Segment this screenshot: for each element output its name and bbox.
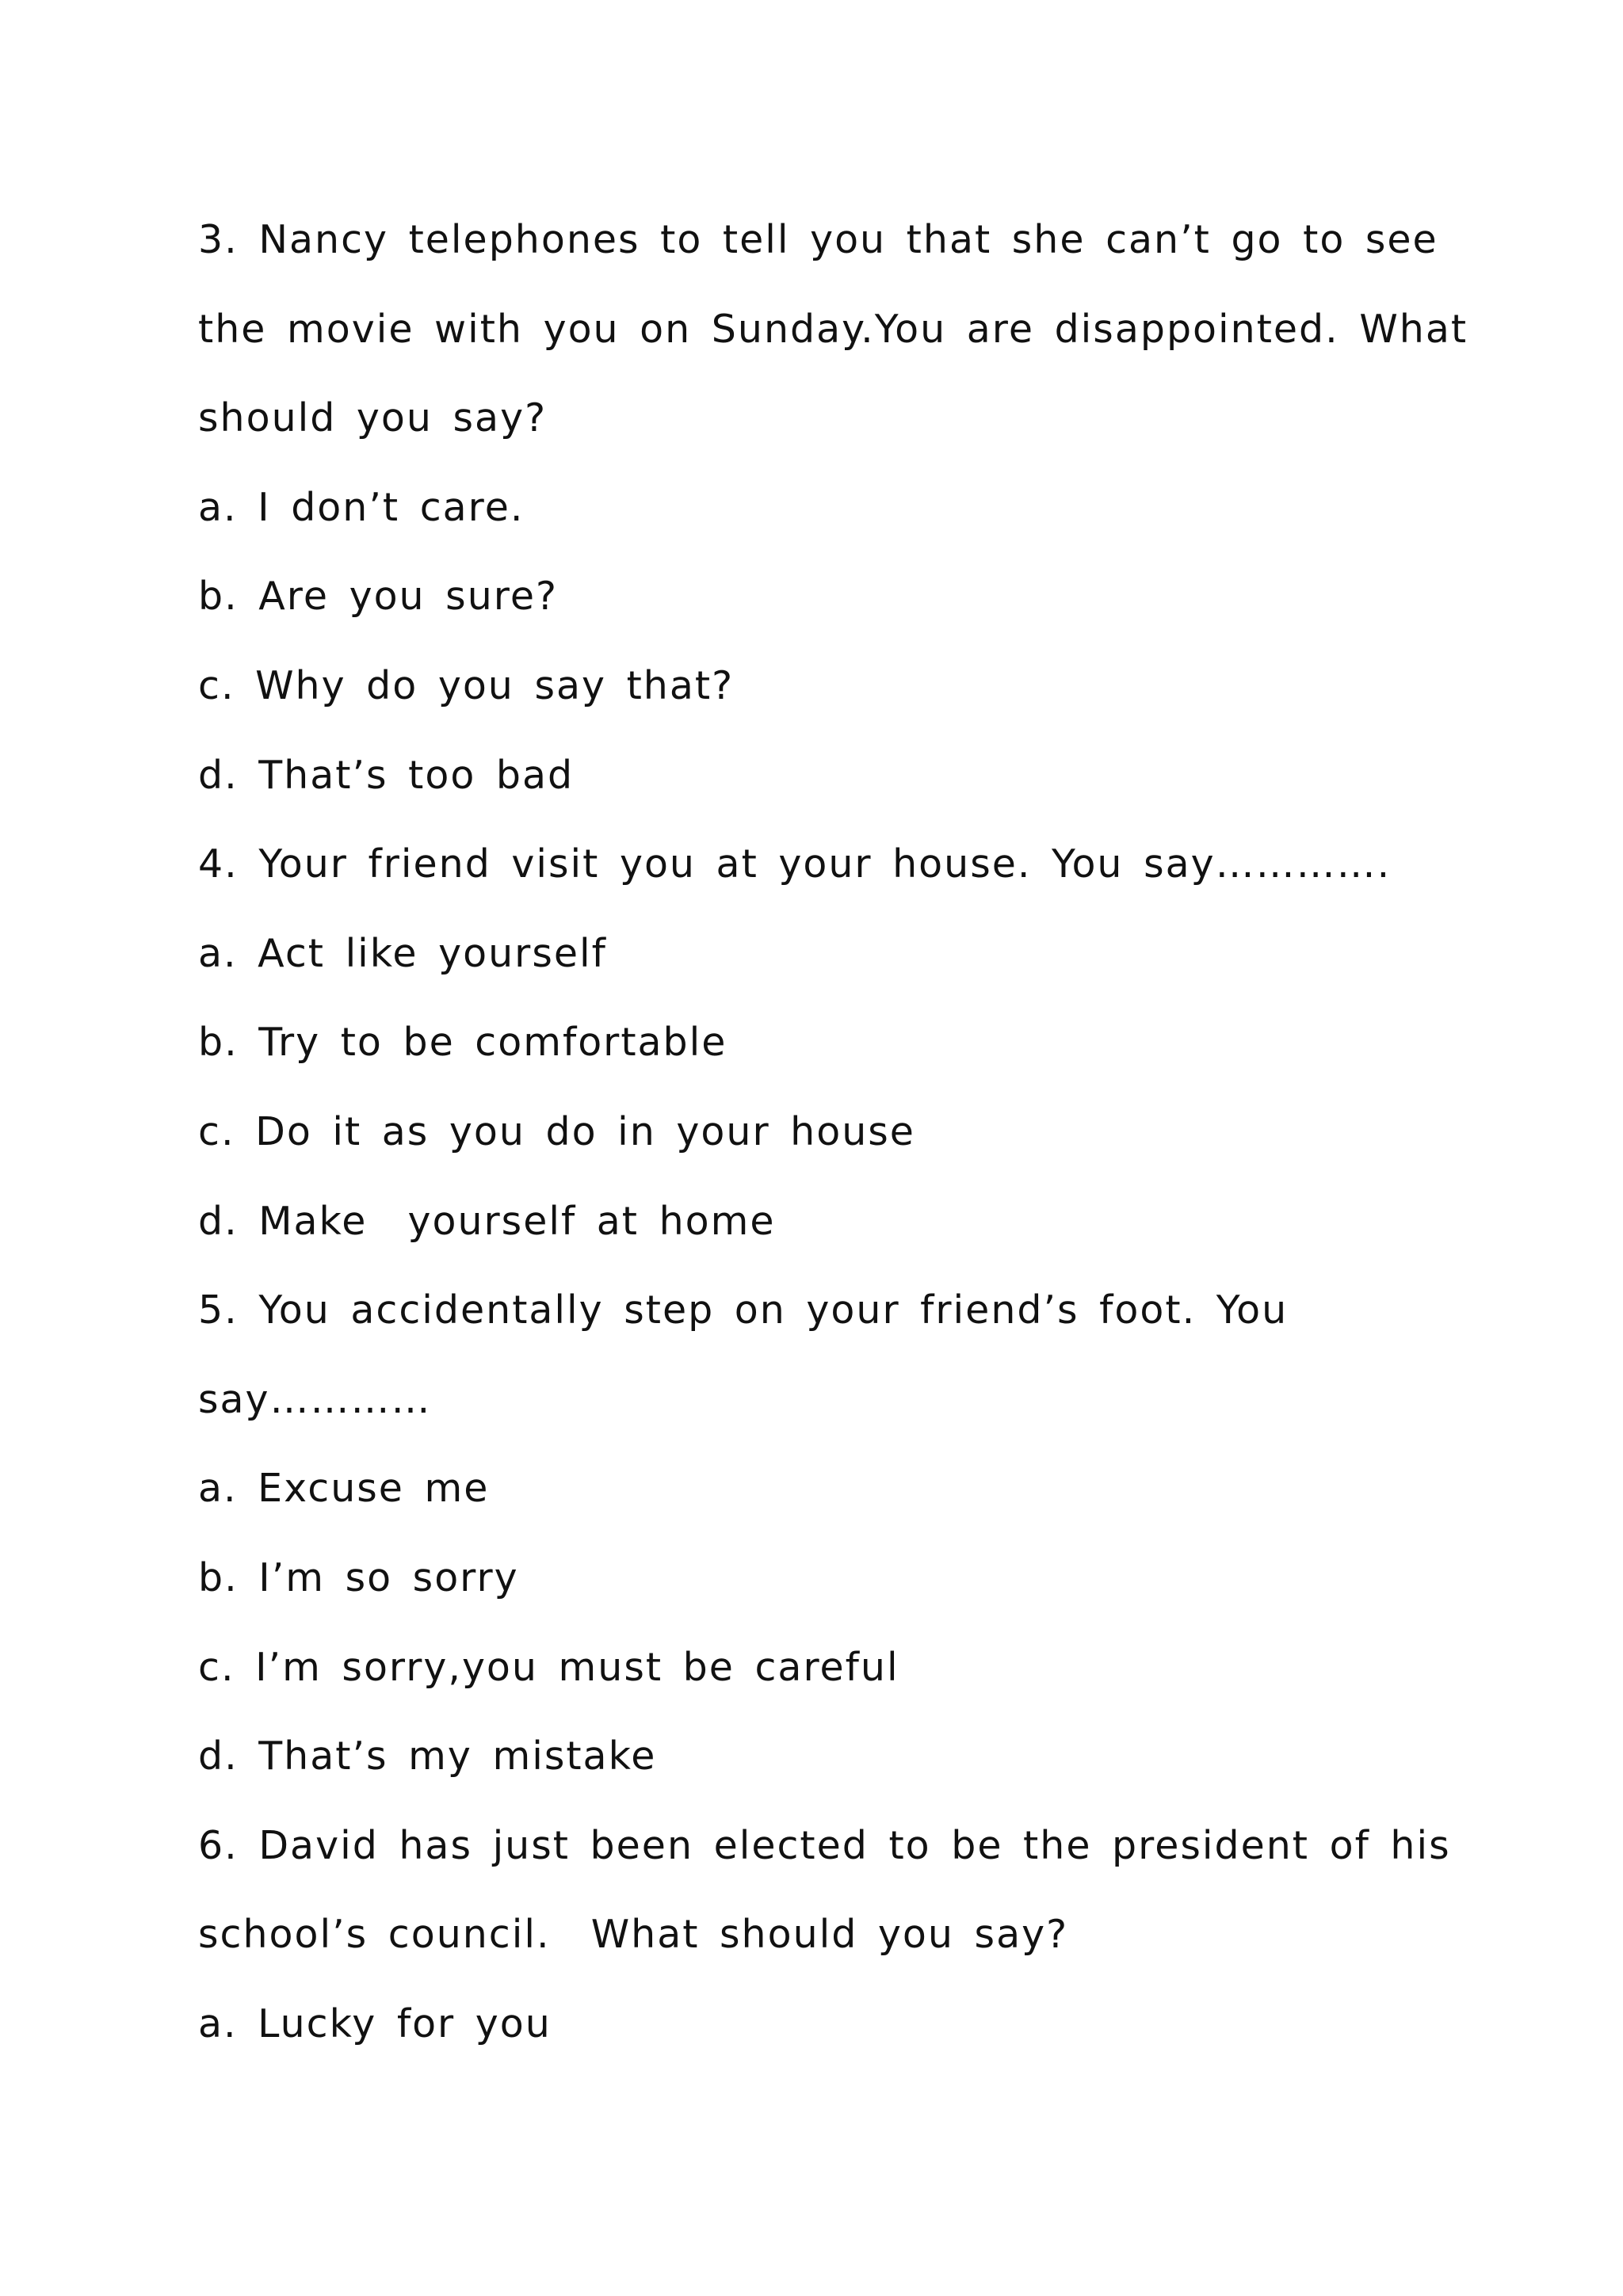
question-5-option-b: b. I’m so sorry: [198, 1554, 519, 1600]
question-4-stem-line-1: 4. Your friend visit you at your house. You say………….: [198, 841, 1392, 887]
question-4-option-a: a. Act like yourself: [198, 930, 607, 976]
question-3-option-c: c. Why do you say that?: [198, 662, 735, 708]
document-body: [198, 212, 1482, 2085]
question-6-stem-line-2: school’s council. What should you say?: [198, 1912, 1069, 1958]
question-3-option-d: d. That’s too bad: [198, 752, 575, 798]
question-3-stem-line-3: should you say?: [198, 395, 548, 441]
question-4-option-b: b. Try to be comfortable: [198, 1020, 727, 1066]
question-5-option-a: a. Excuse me: [198, 1466, 490, 1512]
question-3-option-b: b. Are you sure?: [198, 574, 558, 620]
question-5-stem-line-1: 5. You accidentally step on your friend’s foot. You: [198, 1287, 1289, 1333]
question-3-option-a: a. I don’t care.: [198, 484, 525, 530]
question-6-option-a: a. Lucky for you: [198, 2000, 552, 2046]
question-5-stem-line-2: say…………: [198, 1376, 432, 1422]
question-3-stem-line-1: 3. Nancy telephones to tell you that she can’t go to see: [198, 217, 1438, 262]
question-6-stem-line-1: 6. David has just been elected to be the president of his: [198, 1822, 1451, 1868]
question-3-stem-line-2: the movie with you on Sunday.You are disappointed. What: [198, 306, 1468, 352]
question-4-option-d: d. Make yourself at home: [198, 1198, 776, 1244]
question-5-option-d: d. That’s my mistake: [198, 1733, 657, 1779]
question-5-option-c: c. I’m sorry,you must be careful: [198, 1644, 899, 1690]
question-4-option-c: c. Do it as you do in your house: [198, 1108, 915, 1154]
